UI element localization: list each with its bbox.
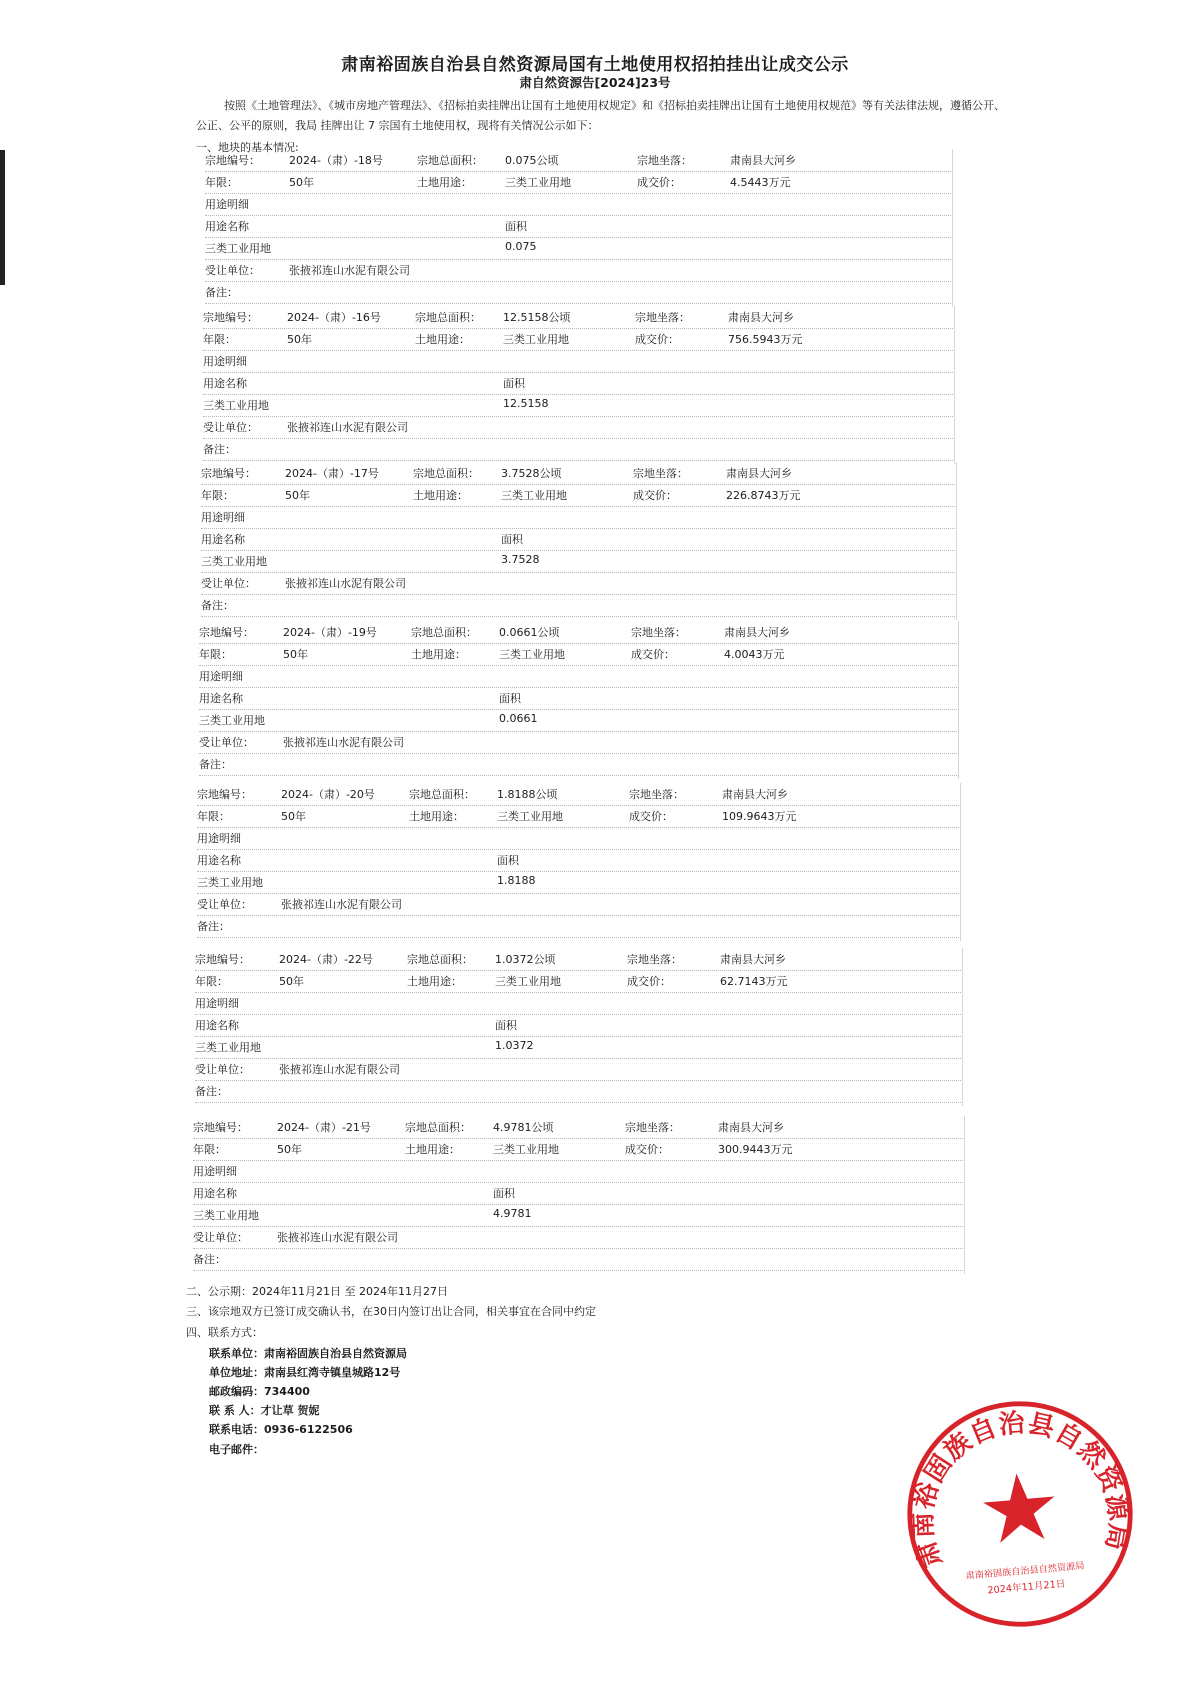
- parcel-row: [193, 1204, 965, 1227]
- label-use-name: 用途名称: [203, 377, 247, 390]
- parcel-row: [201, 594, 957, 617]
- parcel-row: [197, 849, 961, 872]
- label-price: 成交价：: [633, 489, 677, 502]
- intro-paragraph: 按照《土地管理法》、《城市房地产管理法》、《招标拍卖挂牌出让国有土地使用权规定》和《招标拍卖挂牌出让国有土地使用权规范》等有关法律法规，遵循公开、公正、公平的原则，我局 挂牌出让 7 宗国有土地使用权，现将有关情况公示如下：: [196, 99, 1005, 132]
- label-price: 成交价：: [637, 176, 681, 189]
- label-area: 面积: [497, 854, 519, 867]
- section-4-heading: 四、联系方式：: [186, 1326, 263, 1339]
- parcel-detail-use: 三类工业用地: [197, 876, 263, 889]
- parcel-row: [205, 259, 953, 282]
- parcel-price: 4.0043万元: [724, 648, 785, 661]
- contact-phone: 联系电话：0936-6122506: [209, 1423, 353, 1436]
- parcel-row: [199, 753, 959, 776]
- parcel-row: [205, 237, 953, 260]
- label-term: 年限：: [199, 648, 232, 661]
- official-seal: [894, 1388, 1145, 1639]
- parcel-row: [199, 687, 959, 710]
- block-border: [964, 1116, 965, 1274]
- parcel-buyer: 张掖祁连山水泥有限公司: [279, 1063, 400, 1076]
- parcel-buyer: 张掖祁连山水泥有限公司: [277, 1231, 398, 1244]
- parcel-row: [199, 643, 959, 666]
- label-buyer: 受让单位：: [199, 736, 254, 749]
- parcel-row: [201, 550, 957, 573]
- label-remarks: 备注：: [203, 443, 236, 456]
- label-area: 面积: [493, 1187, 515, 1200]
- parcel-location: 肃南县大河乡: [726, 467, 792, 480]
- contact-email: 电子邮件：: [209, 1443, 264, 1456]
- block-border: [954, 306, 955, 464]
- section-1-heading: 一、地块的基本情况:: [196, 141, 299, 154]
- label-area: 面积: [503, 377, 525, 390]
- parcel-row: [193, 1138, 965, 1161]
- document-number: 肃自然资源告[2024]23号: [519, 75, 671, 90]
- parcel-row: [193, 1116, 965, 1139]
- parcel-row: [203, 306, 955, 329]
- parcel-number: 2024-（肃）-20号: [281, 788, 375, 801]
- label-remarks: 备注：: [195, 1085, 228, 1098]
- label-total-area: 宗地总面积：: [415, 311, 481, 324]
- label-term: 年限：: [195, 975, 228, 988]
- parcel-row: [203, 438, 955, 461]
- parcel-total-area: 1.8188公顷: [497, 788, 558, 801]
- parcel-row: [195, 1036, 963, 1059]
- parcel-row: [203, 328, 955, 351]
- parcel-total-area: 1.0372公顷: [495, 953, 556, 966]
- svg-text:肃南裕固族自治县自然资源局: 肃南裕固族自治县自然资源局: [965, 1560, 1085, 1582]
- contact-postcode: 邮政编码：734400: [209, 1385, 310, 1398]
- label-remarks: 备注：: [205, 286, 238, 299]
- parcel-price: 109.9643万元: [722, 810, 797, 823]
- parcel-row: [205, 281, 953, 304]
- label-location: 宗地坐落：: [627, 953, 682, 966]
- parcel-price: 62.7143万元: [720, 975, 788, 988]
- label-use-name: 用途名称: [201, 533, 245, 546]
- label-location: 宗地坐落：: [631, 626, 686, 639]
- parcel-land-use: 三类工业用地: [503, 333, 569, 346]
- parcel-buyer: 张掖祁连山水泥有限公司: [283, 736, 404, 749]
- svg-text:2024年11月21日: 2024年11月21日: [987, 1578, 1066, 1597]
- parcel-block: [199, 621, 959, 779]
- label-price: 成交价：: [629, 810, 673, 823]
- parcel-row: [201, 484, 957, 507]
- label-term: 年限：: [203, 333, 236, 346]
- parcel-block: [195, 948, 963, 1106]
- label-price: 成交价：: [625, 1143, 669, 1156]
- label-remarks: 备注：: [199, 758, 232, 771]
- block-border: [958, 621, 959, 779]
- parcel-buyer: 张掖祁连山水泥有限公司: [281, 898, 402, 911]
- parcel-number: 2024-（肃）-19号: [283, 626, 377, 639]
- parcel-block: [197, 783, 961, 941]
- label-use-detail: 用途明细: [197, 832, 241, 845]
- parcel-detail-use: 三类工业用地: [205, 242, 271, 255]
- parcel-buyer: 张掖祁连山水泥有限公司: [287, 421, 408, 434]
- parcel-row: [205, 149, 953, 172]
- parcel-row: [195, 948, 963, 971]
- parcel-term: 50年: [285, 489, 310, 502]
- parcel-row: [203, 350, 955, 373]
- parcel-detail-area: 4.9781: [493, 1207, 532, 1220]
- parcel-detail-area: 1.8188: [497, 874, 536, 887]
- parcel-location: 肃南县大河乡: [728, 311, 794, 324]
- label-buyer: 受让单位：: [197, 898, 252, 911]
- parcel-term: 50年: [283, 648, 308, 661]
- label-parcel-no: 宗地编号：: [195, 953, 250, 966]
- label-total-area: 宗地总面积：: [407, 953, 473, 966]
- parcel-row: [201, 528, 957, 551]
- parcel-total-area: 3.7528公顷: [501, 467, 562, 480]
- label-remarks: 备注：: [193, 1253, 226, 1266]
- label-land-use: 土地用途：: [409, 810, 464, 823]
- parcel-row: [195, 1014, 963, 1037]
- parcel-land-use: 三类工业用地: [497, 810, 563, 823]
- svg-text:肃南裕固族自治县自然资源局: 肃南裕固族自治县自然资源局: [908, 1408, 1134, 1572]
- label-term: 年限：: [197, 810, 230, 823]
- parcel-row: [197, 915, 961, 938]
- label-buyer: 受让单位：: [205, 264, 260, 277]
- parcel-row: [197, 783, 961, 806]
- parcel-row: [199, 709, 959, 732]
- label-land-use: 土地用途：: [415, 333, 470, 346]
- parcel-row: [203, 394, 955, 417]
- label-use-name: 用途名称: [205, 220, 249, 233]
- label-buyer: 受让单位：: [195, 1063, 250, 1076]
- block-border: [960, 783, 961, 941]
- parcel-number: 2024-（肃）-21号: [277, 1121, 371, 1134]
- parcel-row: [199, 621, 959, 644]
- contact-person: 联 系 人：才让草 贺妮: [209, 1404, 320, 1417]
- parcel-term: 50年: [281, 810, 306, 823]
- parcel-row: [195, 992, 963, 1015]
- parcel-detail-use: 三类工业用地: [203, 399, 269, 412]
- document-title: 肃南裕固族自治县自然资源局国有土地使用权招拍挂出让成交公示: [341, 55, 849, 75]
- parcel-detail-area: 3.7528: [501, 553, 540, 566]
- parcel-term: 50年: [279, 975, 304, 988]
- label-parcel-no: 宗地编号：: [197, 788, 252, 801]
- parcel-row: [201, 506, 957, 529]
- label-location: 宗地坐落：: [637, 154, 692, 167]
- contact-address: 单位地址：肃南县红湾寺镇皇城路12号: [209, 1366, 401, 1379]
- parcel-price: 300.9443万元: [718, 1143, 793, 1156]
- parcel-detail-use: 三类工业用地: [199, 714, 265, 727]
- parcel-price: 756.5943万元: [728, 333, 803, 346]
- parcel-location: 肃南县大河乡: [722, 788, 788, 801]
- parcel-row: [199, 731, 959, 754]
- label-land-use: 土地用途：: [417, 176, 472, 189]
- parcel-total-area: 4.9781公顷: [493, 1121, 554, 1134]
- label-area: 面积: [495, 1019, 517, 1032]
- parcel-buyer: 张掖祁连山水泥有限公司: [289, 264, 410, 277]
- label-total-area: 宗地总面积：: [409, 788, 475, 801]
- label-use-name: 用途名称: [197, 854, 241, 867]
- block-border: [952, 149, 953, 307]
- publicity-period: 二、公示期：2024年11月21日 至 2024年11月27日: [186, 1285, 448, 1298]
- label-term: 年限：: [205, 176, 238, 189]
- scan-edge-mark: [0, 150, 5, 285]
- seal-star-icon: [981, 1470, 1058, 1544]
- label-use-name: 用途名称: [195, 1019, 239, 1032]
- parcel-location: 肃南县大河乡: [720, 953, 786, 966]
- parcel-land-use: 三类工业用地: [501, 489, 567, 502]
- parcel-total-area: 0.075公顷: [505, 154, 559, 167]
- label-area: 面积: [501, 533, 523, 546]
- parcel-row: [197, 805, 961, 828]
- label-parcel-no: 宗地编号：: [205, 154, 260, 167]
- label-parcel-no: 宗地编号：: [201, 467, 256, 480]
- parcel-row: [205, 171, 953, 194]
- parcel-location: 肃南县大河乡: [724, 626, 790, 639]
- parcel-term: 50年: [289, 176, 314, 189]
- label-total-area: 宗地总面积：: [405, 1121, 471, 1134]
- block-border: [962, 948, 963, 1106]
- parcel-row: [203, 416, 955, 439]
- label-use-name: 用途名称: [193, 1187, 237, 1200]
- parcel-row: [205, 215, 953, 238]
- parcel-row: [201, 462, 957, 485]
- parcel-row: [199, 665, 959, 688]
- label-term: 年限：: [193, 1143, 226, 1156]
- label-use-detail: 用途明细: [205, 198, 249, 211]
- label-buyer: 受让单位：: [201, 577, 256, 590]
- label-parcel-no: 宗地编号：: [203, 311, 258, 324]
- label-land-use: 土地用途：: [413, 489, 468, 502]
- parcel-block: [205, 149, 953, 307]
- label-location: 宗地坐落：: [635, 311, 690, 324]
- parcel-number: 2024-（肃）-18号: [289, 154, 383, 167]
- parcel-total-area: 12.5158公顷: [503, 311, 571, 324]
- block-border: [956, 462, 957, 620]
- parcel-total-area: 0.0661公顷: [499, 626, 560, 639]
- parcel-row: [193, 1160, 965, 1183]
- label-price: 成交价：: [627, 975, 671, 988]
- label-buyer: 受让单位：: [203, 421, 258, 434]
- label-use-detail: 用途明细: [199, 670, 243, 683]
- parcel-number: 2024-（肃）-22号: [279, 953, 373, 966]
- parcel-land-use: 三类工业用地: [499, 648, 565, 661]
- parcel-buyer: 张掖祁连山水泥有限公司: [285, 577, 406, 590]
- parcel-land-use: 三类工业用地: [495, 975, 561, 988]
- parcel-row: [195, 1058, 963, 1081]
- parcel-detail-use: 三类工业用地: [195, 1041, 261, 1054]
- parcel-number: 2024-（肃）-17号: [285, 467, 379, 480]
- label-total-area: 宗地总面积：: [413, 467, 479, 480]
- parcel-price: 4.5443万元: [730, 176, 791, 189]
- parcel-row: [193, 1226, 965, 1249]
- parcel-location: 肃南县大河乡: [730, 154, 796, 167]
- parcel-term: 50年: [287, 333, 312, 346]
- parcel-detail-area: 0.0661: [499, 712, 538, 725]
- parcel-row: [197, 827, 961, 850]
- parcel-detail-use: 三类工业用地: [201, 555, 267, 568]
- label-use-detail: 用途明细: [201, 511, 245, 524]
- parcel-location: 肃南县大河乡: [718, 1121, 784, 1134]
- label-remarks: 备注：: [197, 920, 230, 933]
- label-remarks: 备注：: [201, 599, 234, 612]
- parcel-block: [203, 306, 955, 464]
- parcel-row: [197, 893, 961, 916]
- label-area: 面积: [499, 692, 521, 705]
- parcel-block: [201, 462, 957, 620]
- parcel-row: [205, 193, 953, 216]
- label-total-area: 宗地总面积：: [417, 154, 483, 167]
- label-location: 宗地坐落：: [633, 467, 688, 480]
- parcel-row: [193, 1248, 965, 1271]
- parcel-row: [197, 871, 961, 894]
- label-use-detail: 用途明细: [203, 355, 247, 368]
- contact-unit: 联系单位：肃南裕固族自治县自然资源局: [209, 1347, 407, 1360]
- label-term: 年限：: [201, 489, 234, 502]
- section-3-text: 三、该宗地双方已签订成交确认书，在30日内签订出让合同，相关事宜在合同中约定: [186, 1305, 596, 1318]
- label-parcel-no: 宗地编号：: [193, 1121, 248, 1134]
- label-location: 宗地坐落：: [625, 1121, 680, 1134]
- parcel-row: [201, 572, 957, 595]
- parcel-price: 226.8743万元: [726, 489, 801, 502]
- label-buyer: 受让单位：: [193, 1231, 248, 1244]
- parcel-row: [193, 1182, 965, 1205]
- parcel-row: [203, 372, 955, 395]
- parcel-term: 50年: [277, 1143, 302, 1156]
- label-use-detail: 用途明细: [195, 997, 239, 1010]
- label-land-use: 土地用途：: [407, 975, 462, 988]
- parcel-detail-area: 0.075: [505, 240, 537, 253]
- label-price: 成交价：: [635, 333, 679, 346]
- label-price: 成交价：: [631, 648, 675, 661]
- parcel-land-use: 三类工业用地: [505, 176, 571, 189]
- label-parcel-no: 宗地编号：: [199, 626, 254, 639]
- parcel-detail-area: 1.0372: [495, 1039, 534, 1052]
- parcel-block: [193, 1116, 965, 1274]
- label-use-name: 用途名称: [199, 692, 243, 705]
- parcel-land-use: 三类工业用地: [493, 1143, 559, 1156]
- parcel-row: [195, 970, 963, 993]
- parcel-detail-area: 12.5158: [503, 397, 549, 410]
- parcel-row: [195, 1080, 963, 1103]
- label-land-use: 土地用途：: [411, 648, 466, 661]
- label-land-use: 土地用途：: [405, 1143, 460, 1156]
- label-total-area: 宗地总面积：: [411, 626, 477, 639]
- label-area: 面积: [505, 220, 527, 233]
- parcel-number: 2024-（肃）-16号: [287, 311, 381, 324]
- label-use-detail: 用途明细: [193, 1165, 237, 1178]
- parcel-detail-use: 三类工业用地: [193, 1209, 259, 1222]
- label-location: 宗地坐落：: [629, 788, 684, 801]
